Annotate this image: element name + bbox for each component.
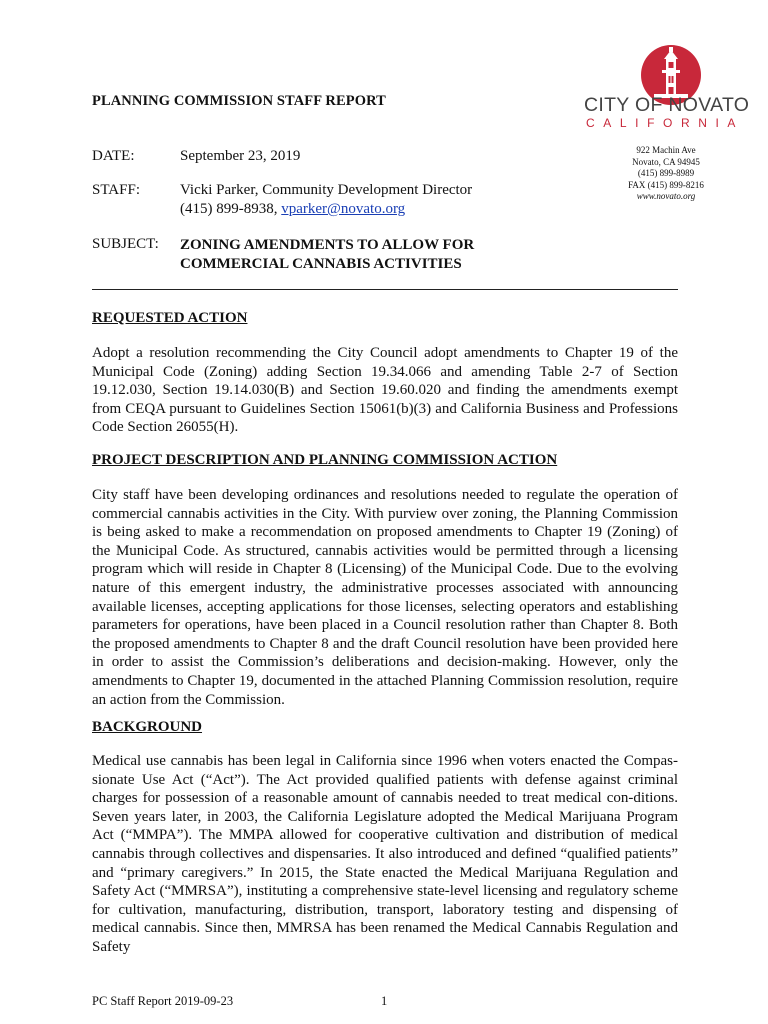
staff-label: STAFF:: [92, 182, 140, 198]
project-description-body: City staff have been developing ordinances and resolutions needed to regulate the operation of commercial cannabis activities in the City. With purview over zoning, the Planning Commission is being asked to make a recommendation on proposed amendments to Chapter 19 (Zoning) of the Municipal Code. As structured, cannabis activities would be permitted through a licensing program which will reside in Chapter 8 (Licensing) of the Municipal Code. Due to the evolving nature of this emergent industry, the administrative processes associated with announcing available licenses, accepting applications for those licenses, selecting operators and establishing parameters for operations, have been placed in a Council resolution rather than Chapter 8. Both the proposed amendments to Chapter 8 and the draft Council resolution have been provided here in order to assist the Commission’s deliberations and decision-making. However, only the amendments to Chapter 19, documented in the attached Planning Commission resolution, require an action from the Commission.: [92, 487, 678, 708]
project-description-heading: PROJECT DESCRIPTION AND PLANNING COMMISSION ACTION: [92, 452, 558, 468]
city-address: [612, 145, 720, 203]
background-heading: BACKGROUND: [92, 719, 203, 735]
subject-label: SUBJECT:: [92, 236, 159, 252]
staff-email-link[interactable]: vparker@novato.org: [281, 201, 406, 217]
report-title: PLANNING COMMISSION STAFF REPORT: [92, 93, 386, 109]
staff-name: Vicki Parker, Community Development Director: [180, 182, 473, 198]
city-name: CITY OF NOVATO: [584, 94, 750, 116]
requested-action-body: Adopt a resolution recommending the City Council adopt amendments to Chapter 19 of the Municipal Code (Zoning) adding Section 19.34.066 and amending Table 2-7 of Section 19.12.030, Section 19.14.030(B) and Section 19.60.020 and finding the amendments exempt from CEQA pursuant to Guidelines Section 15061(b)(3) and California Business and Professions Code Section 26055(H).: [92, 345, 678, 436]
footer-report-id: PC Staff Report 2019-09-23: [92, 994, 234, 1008]
subject-line-2: COMMERCIAL CANNABIS ACTIVITIES: [180, 256, 462, 272]
requested-action-heading: REQUESTED ACTION: [92, 310, 248, 326]
background-body: Medical use cannabis has been legal in California since 1996 when voters enacted the Compas-sionate Use Act (“Act”). The Act provided qualified patients with defense against criminal charges for possession of a reasonable amount of cannabis needed to treat medical con-ditions. Seven years later, in 2003, the California Legislature adopted the Medical Marijuana Program Act (“MMPA”). The MMPA allowed for cooperative cultivation and distribution of medical cannabis through collectives and dispensaries. It also introduced and defined “qualified patients” and “primary caregivers.” In 2015, the State enacted the Medical Marijuana Regulation and Safety Act (“MMRSA”), instituting a comprehensive state-level licensing and regulatory scheme for cultivation, manufacturing, distribution, transport, laboratory testing and dispensing of medical cannabis. Since then, MMRSA has been renamed the Medical Cannabis Regulation and Safety: [92, 753, 678, 955]
address-city: Novato, CA 94945: [632, 156, 700, 167]
address-fax: FAX (415) 899-8216: [628, 179, 704, 190]
subject-text: [180, 236, 474, 274]
state-name: CALIFORNIA: [586, 116, 745, 130]
header-divider: [92, 289, 678, 290]
address-street: 922 Machin Ave: [636, 145, 696, 155]
subject-line-1: ZONING AMENDMENTS TO ALLOW FOR: [180, 237, 475, 253]
address-phone: (415) 899-8989: [637, 168, 695, 178]
staff-contact: [180, 201, 405, 218]
date-value: September 23, 2019: [180, 148, 301, 164]
date-label: DATE:: [92, 148, 135, 164]
staff-phone: (415) 899-8938,: [180, 201, 282, 217]
page-number: 1: [381, 994, 388, 1008]
address-website[interactable]: www.novato.org: [636, 191, 696, 201]
